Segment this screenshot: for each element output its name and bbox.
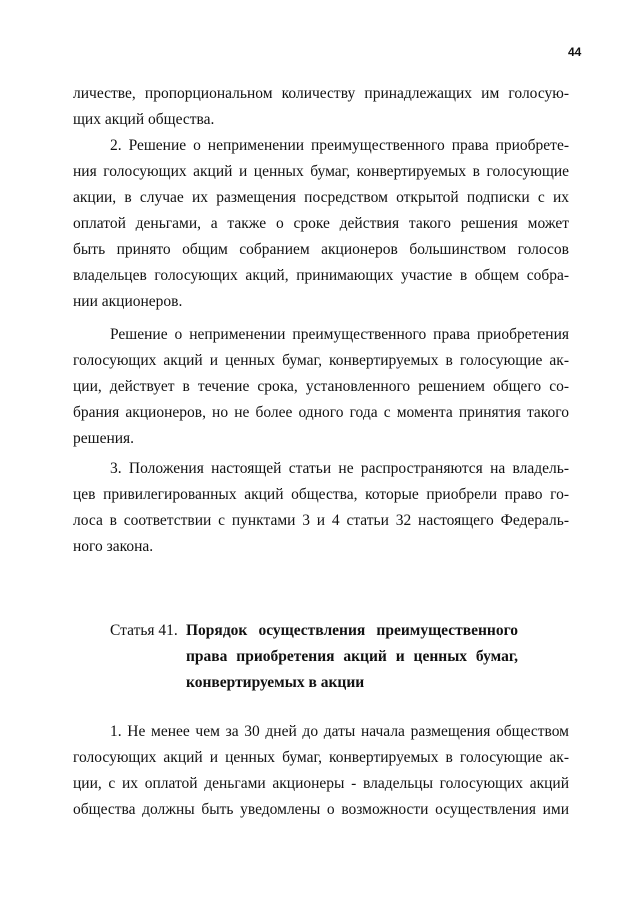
text-line: ции, с их оплатой деньгами акционеры - владельцы голосующих акций: [73, 775, 569, 792]
paragraph-2-first-line: 2. Решение о неприменении преимущественного права приобрете-: [110, 137, 569, 154]
article-paragraph-1-first-line: 1. Не менее чем за 30 дней до даты начала размещения обществом: [110, 723, 569, 740]
text-line: лоса в соответствии с пунктами 3 и 4 статьи 32 настоящего Федераль-: [73, 512, 569, 529]
paragraph-3-first-line: 3. Положения настоящей статьи не распространяются на владель-: [110, 460, 569, 477]
text-line: ного закона.: [73, 538, 154, 555]
text-line: голосующих акций и ценных бумаг, конвертируемых в голосующие ак-: [73, 749, 569, 766]
text-line: нии акционеров.: [73, 293, 183, 310]
text-line: ния голосующих акций и ценных бумаг, конвертируемых в голосующие: [73, 163, 569, 180]
article-title-line: конвертируемых в акции: [186, 674, 365, 691]
text-line: владельцев голосующих акций, принимающих участие в общем собра-: [73, 267, 569, 284]
text-line: ции, действует в течение срока, установленного решением общего со-: [73, 378, 569, 395]
article-title-line: Порядок осуществления преимущественного: [186, 622, 518, 639]
text-line: цев привилегированных акций общества, которые приобрели право го-: [73, 486, 569, 503]
page-number: 44: [568, 45, 582, 59]
text-line: оплатой деньгами, а также о сроке действия такого решения может: [73, 215, 569, 232]
paragraph-first-line: Решение о неприменении преимущественного права приобретения: [110, 326, 569, 343]
text-line: личестве, пропорциональном количеству принадлежащих им голосую-: [73, 85, 569, 102]
text-line: щих акций общества.: [73, 111, 215, 128]
article-number: Статья 41.: [110, 622, 178, 639]
text-line: акции, в случае их размещения посредством открытой подписки с их: [73, 189, 569, 206]
text-line: брания акционеров, но не более одного года с момента принятия такого: [73, 404, 569, 421]
article-title-line: права приобретения акций и ценных бумаг,: [186, 648, 518, 665]
text-line: голосующих акций и ценных бумаг, конвертируемых в голосующие ак-: [73, 352, 569, 369]
text-line: решения.: [73, 430, 135, 447]
text-line: быть принято общим собранием акционеров большинством голосов: [73, 241, 569, 258]
text-line: общества должны быть уведомлены о возможности осуществления ими: [73, 801, 569, 818]
